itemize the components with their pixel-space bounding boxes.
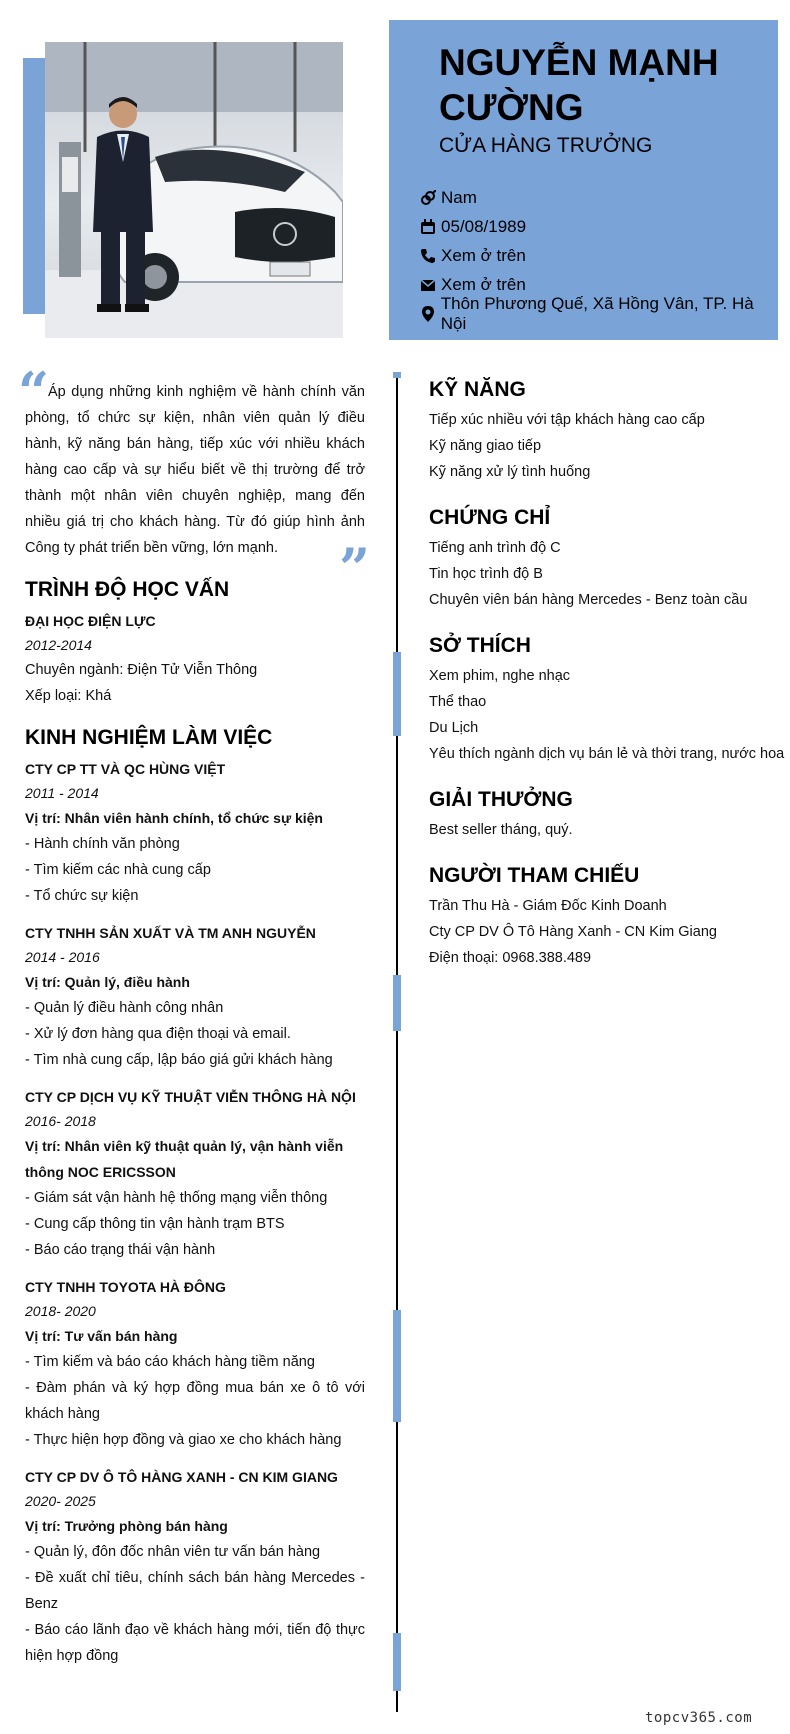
- job-task: - Tìm kiếm các nhà cung cấp: [25, 862, 211, 878]
- phone-icon: [420, 247, 441, 265]
- references-section: [429, 861, 784, 971]
- contact-address-text: Thôn Phương Quế, Xã Hồng Vân, TP. Hà Nội: [440, 293, 754, 333]
- experience-heading: KINH NGHIỆM LÀM VIỆC: [25, 726, 273, 749]
- quote-open-mark: “: [18, 360, 50, 424]
- certificate-item: Chuyên viên bán hàng Mercedes - Benz toàn cầu: [429, 592, 748, 608]
- education-period: 2012-2014: [25, 637, 92, 653]
- education-major: Chuyên ngành: Điện Tử Viễn Thông: [25, 662, 258, 678]
- job-role: Vị trí: Trưởng phòng bán hàng: [25, 1518, 228, 1534]
- award-item: Best seller tháng, quý.: [429, 822, 573, 838]
- career-summary: Áp dụng những kinh nghiệm về hành chính văn phòng, tổ chức sự kiện, nhân viên quản lý điều hành, kỹ năng bán hàng, tiếp xúc với nhiều khách hàng cao cấp và sự hiểu biết về thị trường để trở thành một nhân viên chuyên nghiệp, mang đến nhiều giá trị cho khách hàng. Từ đó giúp hình ảnh Công ty phát triển bền vững, lớn mạnh.: [25, 384, 365, 556]
- job-entry: [25, 1465, 365, 1669]
- candidate-title: CỬA HÀNG TRƯỞNG: [439, 134, 653, 157]
- timeline-marker: [393, 975, 401, 1031]
- certificate-item: Tin học trình độ B: [429, 566, 543, 582]
- job-role: Vị trí: Nhân viên hành chính, tổ chức sự kiện: [25, 810, 323, 826]
- skill-item: Tiếp xúc nhiều với tập khách hàng cao cấp: [429, 412, 705, 428]
- quote-close-mark: ”: [339, 536, 371, 600]
- job-company: CTY TNHH SẢN XUẤT VÀ TM ANH NGUYỄN: [25, 925, 316, 941]
- contact-address: [420, 293, 780, 333]
- job-entry: [25, 921, 365, 1073]
- profile-photo: [45, 42, 343, 338]
- job-task: - Giám sát vận hành hệ thống mạng viễn thông: [25, 1190, 328, 1206]
- education-section: [25, 575, 365, 709]
- timeline-marker: [393, 1310, 401, 1422]
- job-task: - Đề xuất chỉ tiêu, chính sách bán hàng Mercedes - Benz: [25, 1570, 365, 1612]
- job-task: - Xử lý đơn hàng qua điện thoại và email.: [25, 1026, 291, 1042]
- job-entry: [25, 1085, 365, 1263]
- awards-heading: GIẢI THƯỞNG: [429, 788, 573, 811]
- certificate-item: Tiếng anh trình độ C: [429, 540, 561, 556]
- timeline-marker: [393, 372, 401, 378]
- job-task: - Báo cáo trạng thái vận hành: [25, 1242, 216, 1258]
- education-grade: Xếp loại: Khá: [25, 688, 112, 704]
- job-entry: [25, 1275, 365, 1453]
- job-task: - Đàm phán và ký hợp đồng mua bán xe ô tô với khách hàng: [25, 1380, 365, 1422]
- reference-item: Trần Thu Hà - Giám Đốc Kinh Doanh: [429, 898, 667, 914]
- timeline-marker: [393, 652, 401, 736]
- experience-section: [25, 723, 365, 1669]
- job-task: - Tìm kiếm và báo cáo khách hàng tiềm năng: [25, 1354, 315, 1370]
- job-task: - Tổ chức sự kiện: [25, 888, 139, 904]
- hobby-item: Yêu thích ngành dịch vụ bán lẻ và thời trang, nước hoa: [429, 746, 785, 762]
- job-period: 2020- 2025: [25, 1493, 96, 1509]
- right-column: [429, 375, 784, 989]
- contact-phone-text: Xem ở trên: [441, 245, 526, 265]
- hobbies-section: [429, 631, 784, 767]
- education-heading: TRÌNH ĐỘ HỌC VẤN: [25, 578, 230, 601]
- hobby-item: Du Lịch: [429, 720, 479, 736]
- job-company: CTY TNHH TOYOTA HÀ ĐÔNG: [25, 1279, 226, 1295]
- job-company: CTY CP DV Ô TÔ HÀNG XANH - CN KIM GIANG: [25, 1469, 338, 1485]
- job-task: - Báo cáo lãnh đạo về khách hàng mới, tiến độ thực hiện hợp đồng: [25, 1622, 365, 1664]
- hobbies-heading: SỞ THÍCH: [429, 634, 531, 657]
- job-period: 2016- 2018: [25, 1113, 96, 1129]
- certificates-heading: CHỨNG CHỈ: [429, 506, 551, 529]
- skill-item: Kỹ năng xử lý tình huống: [429, 464, 591, 480]
- skills-section: [429, 375, 784, 485]
- calendar-icon: [420, 218, 441, 236]
- job-period: 2011 - 2014: [25, 785, 99, 801]
- reference-item: Điện thoại: 0968.388.489: [429, 950, 592, 966]
- awards-section: [429, 785, 784, 843]
- reference-item: Cty CP DV Ô Tô Hàng Xanh - CN Kim Giang: [429, 924, 717, 940]
- job-period: 2018- 2020: [25, 1303, 96, 1319]
- timeline-line: [396, 372, 398, 1712]
- job-entry: [25, 757, 365, 909]
- job-company: CTY CP DỊCH VỤ KỸ THUẬT VIỄN THÔNG HÀ NỘI: [25, 1089, 356, 1105]
- watermark: topcv365.com: [645, 1710, 753, 1726]
- job-task: - Quản lý điều hành công nhân: [25, 1000, 224, 1016]
- skills-heading: KỸ NĂNG: [429, 378, 526, 401]
- contact-birthday-text: 05/08/1989: [441, 216, 527, 236]
- contact-gender-text: Nam: [441, 187, 477, 207]
- job-task: - Quản lý, đôn đốc nhân viên tư vấn bán hàng: [25, 1544, 321, 1560]
- job-company: CTY CP TT VÀ QC HÙNG VIỆT: [25, 761, 226, 777]
- certificates-section: [429, 503, 784, 613]
- job-task: - Cung cấp thông tin vận hành trạm BTS: [25, 1216, 285, 1232]
- contact-birthday: [420, 212, 780, 241]
- contact-email-text: Xem ở trên: [441, 274, 526, 294]
- job-role: Vị trí: Quản lý, điều hành: [25, 974, 190, 990]
- skill-item: Kỹ năng giao tiếp: [429, 438, 542, 454]
- gender-icon: [420, 189, 441, 207]
- job-task: - Thực hiện hợp đồng và giao xe cho khách hàng: [25, 1432, 342, 1448]
- references-heading: NGƯỜI THAM CHIẾU: [429, 864, 640, 887]
- school-name: ĐẠI HỌC ĐIỆN LỰC: [25, 613, 156, 629]
- job-role: Vị trí: Tư vấn bán hàng: [25, 1328, 178, 1344]
- location-icon: [420, 305, 441, 323]
- contact-gender: [420, 183, 780, 212]
- timeline-marker: [393, 1633, 401, 1691]
- hobby-item: Thể thao: [429, 694, 487, 710]
- hobby-item: Xem phim, nghe nhạc: [429, 668, 571, 684]
- candidate-name: NGUYỄN MẠNH CƯỜNG: [439, 42, 719, 128]
- contact-phone: [420, 241, 780, 270]
- job-role: Vị trí: Nhân viên kỹ thuật quản lý, vận hành viễn thông NOC ERICSSON: [25, 1138, 344, 1180]
- email-icon: [420, 276, 441, 294]
- job-task: - Hành chính văn phòng: [25, 836, 180, 852]
- job-task: - Tìm nhà cung cấp, lập báo giá gửi khách hàng: [25, 1052, 333, 1068]
- contact-list: [420, 183, 780, 333]
- job-period: 2014 - 2016: [25, 949, 100, 965]
